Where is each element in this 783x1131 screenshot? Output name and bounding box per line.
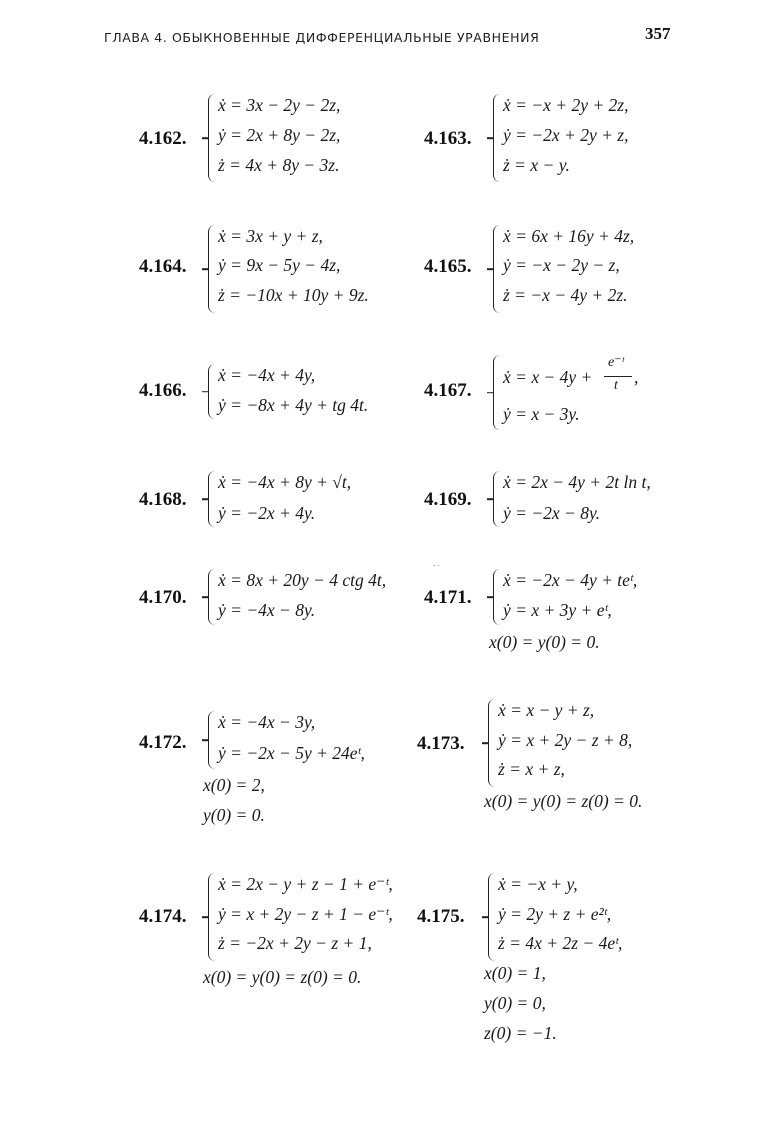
equation: ẋ = 6x + 16y + 4z,	[503, 226, 635, 246]
equation: ẏ = x + 2y − z + 1 − e⁻ᵗ,	[218, 904, 393, 924]
system-brace	[493, 471, 501, 527]
problem-number: 4.175.	[417, 906, 465, 927]
system-brace	[208, 873, 216, 961]
initial-condition: z(0) = −1.	[484, 1023, 557, 1043]
fraction-numerator: e⁻ᵗ	[608, 355, 624, 370]
equation: ẏ = −x − 2y − z,	[503, 255, 620, 275]
equation: ẋ = 3x + y + z,	[218, 226, 323, 246]
initial-condition: x(0) = y(0) = 0.	[489, 632, 600, 652]
system-brace	[488, 873, 496, 961]
equation: ẏ = −4x − 8y.	[218, 600, 316, 620]
problem-number: 4.173.	[417, 733, 465, 754]
system-brace	[208, 569, 216, 625]
problem-number: 4.163.	[424, 128, 472, 149]
fraction-trailing-comma: ,	[634, 367, 639, 387]
problem-number: 4.169.	[424, 489, 472, 510]
equation: ẏ = 2x + 8y − 2z,	[218, 125, 341, 145]
problem-number: 4.167.	[424, 380, 472, 401]
equation: ż = 4x + 8y − 3z.	[218, 155, 340, 175]
equation: ẋ = −x + 2y + 2z,	[503, 95, 629, 115]
system-brace	[493, 225, 501, 313]
chapter-title: ГЛАВА 4. ОБЫКНОВЕННЫЕ ДИФФЕРЕНЦИАЛЬНЫЕ УРАВНЕНИЯ	[104, 30, 540, 45]
equation: ẏ = −2x + 2y + z,	[503, 125, 629, 145]
equation: ẏ = x + 3y + eᵗ,	[503, 600, 612, 620]
equation: ẋ = 8x + 20y − 4 ctg 4t,	[218, 570, 387, 590]
equation: ż = −x − 4y + 2z.	[503, 285, 628, 305]
system-brace	[208, 711, 216, 769]
equation: ẏ = −2x − 8y.	[503, 503, 601, 523]
equation: ẏ = x − 3y.	[503, 404, 580, 424]
initial-condition: y(0) = 0,	[484, 993, 546, 1013]
problem-number: 4.171.	[424, 587, 472, 608]
equation: ẏ = −2x + 4y.	[218, 503, 316, 523]
initial-condition: x(0) = 1,	[484, 963, 546, 983]
print-speck: ˙˙	[432, 565, 441, 575]
equation: ż = −2x + 2y − z + 1,	[218, 933, 372, 953]
equation: ż = x − y.	[503, 155, 570, 175]
equation: ẏ = x + 2y − z + 8,	[498, 730, 633, 750]
system-brace	[493, 94, 501, 182]
problem-number: 4.168.	[139, 489, 187, 510]
equation: ẋ = x − y + z,	[498, 700, 595, 720]
system-brace	[493, 569, 501, 625]
equation: ẋ = 3x − 2y − 2z,	[218, 95, 341, 115]
equation: ẏ = 9x − 5y − 4z,	[218, 255, 341, 275]
initial-condition: x(0) = y(0) = z(0) = 0.	[484, 791, 643, 811]
equation: ẋ = 2x − 4y + 2t ln t,	[503, 472, 651, 492]
initial-condition: x(0) = 2,	[203, 775, 265, 795]
system-brace	[208, 225, 216, 313]
problem-number: 4.166.	[139, 380, 187, 401]
initial-condition: y(0) = 0.	[203, 805, 265, 825]
equation: ẋ = −2x − 4y + teᵗ,	[503, 570, 638, 590]
problem-number: 4.162.	[139, 128, 187, 149]
equation: ż = −10x + 10y + 9z.	[218, 285, 369, 305]
equation: ẋ = x − 4y +	[503, 367, 593, 387]
equation: ẋ = −x + y,	[498, 874, 578, 894]
equation: ẏ = 2y + z + e²ᵗ,	[498, 904, 612, 924]
equation: ż = 4x + 2z − 4eᵗ,	[498, 933, 623, 953]
equation: ẏ = −8x + 4y + tg 4t.	[218, 395, 369, 415]
system-brace	[493, 355, 501, 430]
equation: ẏ = −2x − 5y + 24eᵗ,	[218, 743, 365, 763]
equation: ż = x + z,	[498, 759, 565, 779]
system-brace	[208, 471, 216, 527]
equation: ẋ = −4x + 8y + √t,	[218, 472, 352, 492]
equation: ẋ = −4x − 3y,	[218, 712, 316, 732]
system-brace	[488, 699, 496, 787]
problem-number: 4.174.	[139, 906, 187, 927]
initial-condition: x(0) = y(0) = z(0) = 0.	[203, 967, 362, 987]
fraction-denominator: t	[614, 378, 618, 393]
fraction-bar	[604, 376, 632, 377]
problem-number: 4.164.	[139, 256, 187, 277]
problem-number: 4.165.	[424, 256, 472, 277]
problem-number: 4.170.	[139, 587, 187, 608]
equation: ẋ = 2x − y + z − 1 + e⁻ᵗ,	[218, 874, 393, 894]
equation: ẋ = −4x + 4y,	[218, 365, 316, 385]
system-brace	[208, 94, 216, 182]
system-brace	[208, 364, 216, 419]
page-header	[0, 24, 783, 54]
problem-number: 4.172.	[139, 732, 187, 753]
page-number: 357	[645, 24, 671, 43]
